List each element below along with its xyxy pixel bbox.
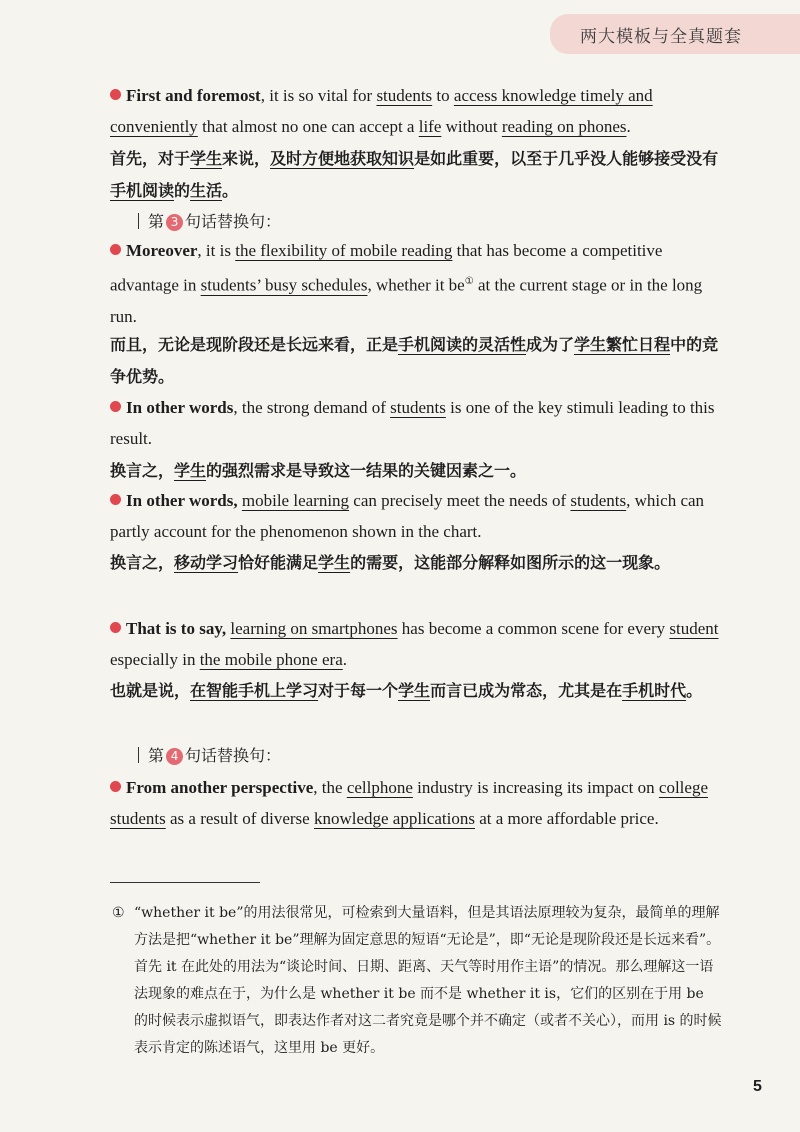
text: 中的竞争优势。	[110, 335, 719, 386]
bullet-dot-icon	[110, 781, 121, 792]
heading-prefix: 第	[148, 212, 165, 231]
underlined-phrase: the mobile phone era	[199, 650, 343, 669]
underlined-phrase: 学生	[174, 461, 207, 480]
chinese-translation-4	[110, 547, 720, 579]
chinese-translation-1	[110, 143, 720, 207]
text: that has become a competitive advantage in	[110, 241, 663, 295]
text: 换言之，	[110, 553, 175, 572]
english-sentence-6	[110, 772, 720, 834]
underlined-phrase: mobile learning	[241, 491, 350, 510]
sentence-3-heading	[138, 209, 281, 232]
underlined-phrase: 手机阅读的灵活性	[398, 335, 527, 354]
text: .	[342, 650, 347, 669]
text: , the strong demand of	[233, 398, 391, 417]
bullet-dot-icon	[110, 401, 121, 412]
heading-text: 句话替换句：	[185, 212, 282, 231]
underlined-phrase: 学生	[190, 149, 223, 168]
text: has become a common scene for every	[397, 619, 670, 638]
underlined-phrase: learning on smartphones	[230, 619, 398, 638]
sentence-lead: In other words,	[126, 491, 238, 510]
underlined-phrase: 手机时代	[622, 681, 687, 700]
text: , which can partly account for the phenomenon shown in the chart.	[110, 491, 705, 541]
text: especially in	[110, 650, 200, 669]
underlined-phrase: 学生	[318, 553, 351, 572]
chinese-translation-5	[110, 675, 720, 707]
underlined-phrase: life	[418, 117, 442, 136]
bullet-dot-icon	[110, 622, 121, 633]
underlined-phrase: students	[376, 86, 433, 105]
underlined-phrase: 移动学习	[174, 553, 239, 572]
text: 恰好能满足	[238, 553, 319, 572]
footnote	[112, 900, 722, 1062]
text: , whether it be	[367, 275, 465, 295]
text: 换言之，	[110, 461, 175, 480]
text: at a more affordable price.	[474, 809, 659, 828]
chinese-translation-2	[110, 329, 720, 393]
text: 首先，对于	[110, 149, 191, 168]
sentence-lead: Moreover	[126, 241, 198, 260]
underlined-phrase: knowledge applications	[313, 809, 475, 828]
heading-bar	[138, 213, 139, 229]
text: 成为了	[526, 335, 575, 354]
english-sentence-3	[110, 392, 720, 454]
text: 来说，	[222, 149, 271, 168]
underlined-phrase: 学生	[398, 681, 431, 700]
underlined-phrase: cellphone	[346, 778, 413, 797]
heading-text: 句话替换句：	[185, 746, 282, 765]
text: .	[626, 117, 631, 136]
underlined-phrase: student	[669, 619, 719, 638]
text: 而言已成为常态，尤其是在	[430, 681, 623, 700]
text: without	[441, 117, 502, 136]
text: 也就是说，	[110, 681, 191, 700]
text: to	[432, 86, 454, 105]
underlined-phrase: the flexibility of mobile reading	[235, 241, 453, 260]
sentence-lead: First and foremost	[126, 86, 261, 105]
text: is one of the key stimuli leading to this result.	[110, 398, 715, 448]
footnote-mark: ①	[112, 905, 125, 921]
heading-bar	[138, 747, 139, 763]
text: 的强烈需求是导致这一结果的关键因素之一。	[206, 461, 527, 480]
underlined-phrase: 及时方便地获取知识	[270, 149, 415, 168]
sentence-lead: From another perspective	[126, 778, 314, 797]
sentence-lead: That is to say,	[126, 619, 227, 638]
text: that almost no one can accept a	[197, 117, 419, 136]
heading-number-badge: 3	[166, 214, 183, 231]
text: at the current stage or in the long run.	[110, 275, 703, 326]
text: as a result of diverse	[165, 809, 314, 828]
section-header-tag	[550, 14, 800, 54]
underlined-phrase: access knowledge timely and conveniently	[110, 86, 653, 136]
english-sentence-2	[110, 235, 720, 332]
text: , it is so vital for	[260, 86, 377, 105]
text: 的	[174, 181, 191, 200]
underlined-phrase: 在智能手机上学习	[190, 681, 319, 700]
sentence-lead: In other words	[126, 398, 234, 417]
underlined-phrase: students	[570, 491, 627, 510]
bullet-dot-icon	[110, 89, 121, 100]
text: 。	[686, 681, 703, 700]
underlined-phrase: students’ busy schedules	[200, 275, 368, 295]
english-sentence-5	[110, 613, 720, 675]
section-header-title: 两大模板与全真题套	[580, 26, 742, 47]
footnote-divider	[110, 882, 260, 883]
underlined-phrase: 手机阅读	[110, 181, 175, 200]
chinese-translation-3	[110, 455, 720, 487]
text: 的需要，这能部分解释如图所示的这一现象。	[350, 553, 671, 572]
bullet-dot-icon	[110, 244, 121, 255]
text: 。	[222, 181, 239, 200]
text: 是如此重要，以至于几乎没人能够接受没有	[414, 149, 719, 168]
text: can precisely meet the needs of	[349, 491, 571, 510]
underlined-phrase: college students	[110, 778, 708, 828]
footnote-text: “whether it be”的用法很常见，可检索到大量语料，但是其语法原理较为复杂，最简单的理解方法是把“whether it be”理解为固定意思的短语“无论是”，即“无论是现阶段还是长远来看”。首先 it 在此处的用法为“谈论时间、日期、距离、天气等时用作主语”的情况。那么理解这一语法现象的难点在于，为什么是 whether it be 而不是 whether it is，它们的区别在于用 be 的时候表示虚拟语气，即表达作者对这二者究竟是哪个并不确定（或者不关心），而用 is 的时候表示肯定的陈述语气，这里用 be 更好。	[134, 905, 722, 1056]
heading-number-badge: 4	[166, 748, 183, 765]
page-number: 5	[753, 1078, 762, 1095]
bullet-dot-icon	[110, 494, 121, 505]
text: industry is increasing its impact on	[412, 778, 659, 797]
english-sentence-4	[110, 485, 720, 547]
heading-prefix: 第	[148, 746, 165, 765]
text: 对于每一个	[318, 681, 399, 700]
underlined-phrase: reading on phones	[501, 117, 627, 136]
text: , it is	[197, 241, 236, 260]
text: , the	[313, 778, 347, 797]
underlined-phrase: 学生繁忙日程	[574, 335, 671, 354]
english-sentence-1	[110, 80, 720, 142]
sentence-4-heading	[138, 743, 281, 766]
underlined-phrase: 生活	[190, 181, 223, 200]
footnote-reference: ①	[464, 276, 474, 287]
underlined-phrase: students	[390, 398, 446, 417]
text: 而且，无论是现阶段还是长远来看，正是	[110, 335, 399, 354]
